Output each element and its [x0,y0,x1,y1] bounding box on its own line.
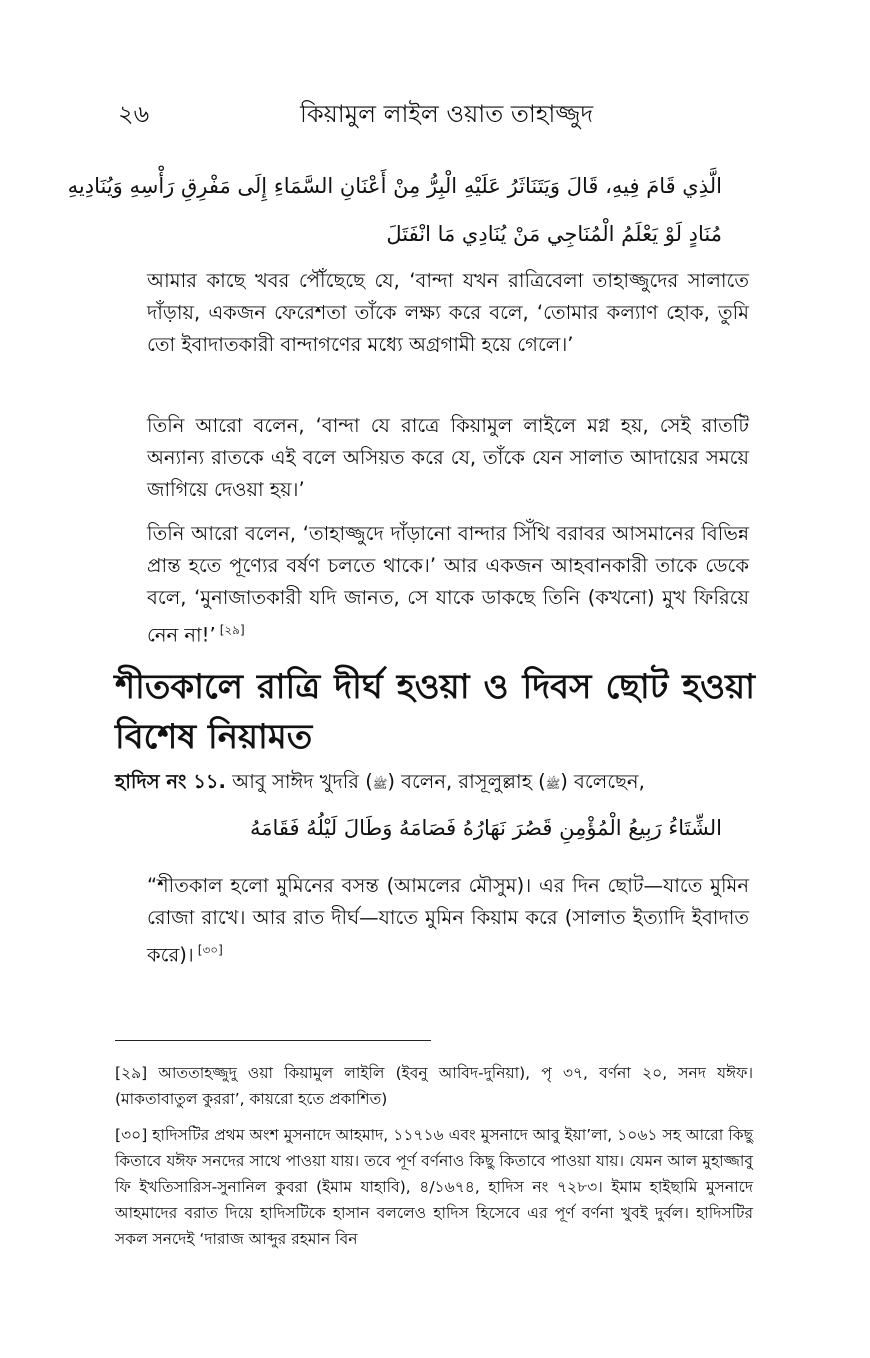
arabic-quote-line-2: مُنَادٍ لَوْ يَعْلَمُ الْمُنَاجِي مَنْ يُنَادِي مَا انْفَتَلَ [386,222,722,246]
hadith-number-label: হাদিস নং ১১. [115,770,226,793]
section-heading: শীতকালে রাত্রি দীর্ঘ হওয়া ও দিবস ছোট হওয়া বিশেষ নিয়ামত [115,667,755,757]
running-title: কিয়ামুল লাইল ওয়াত তাহাজ্জুদ [300,100,594,128]
footnote-29: [২৯] আততাহজ্জুদু ওয়া কিয়ামুল লাইলি (ইবনু আবিদ-দুনিয়া), পৃ ৩৭, বর্ণনা ২০, সনদ যঈফ। (মাকতাবাতুল কুররা’, কায়রো হতে প্রকাশিত) [115,1064,753,1108]
footnote-divider [115,1040,431,1041]
paragraph-2: তিনি আরো বলেন, ‘বান্দা যে রাত্রে কিয়ামুল লাইলে মগ্ন হয়, সেই রাতটি অন্যান্য রাতকে এই বলে অসিয়ত করে যে, তাঁকে যেন সালাত আদায়ের সময়ে জাগিয়ে দেওয়া হয়।’ [147,414,749,501]
page-number: ২৬ [118,100,150,128]
hadith-translation-text: “শীতকাল হলো মুমিনের বসন্ত (আমলের মৌসুম)। এর দিন ছোট—যাতে মুমিন রোজা রাখে। আর রাত দীর্ঘ—যাতে মুমিন কিয়াম করে (সালাত ইত্যাদি ইবাদাত করে)। [147,874,749,967]
hadith-intro-part-3: ) বলেছেন, [560,770,645,793]
honorific-companion: ﷺ [372,777,388,791]
footnote-30: [৩০] হাদিসটির প্রথম অংশ মুসনাদে আহমাদ, ১১৭১৬ এবং মুসনাদে আবু ইয়া’লা, ১০৬১ সহ আরো কিছু কিতাবে যঈফ সনদের সাথে পাওয়া যায়। তবে পূর্ণ বর্ণনাও কিছু কিতাবে পাওয়া যায়। যেমন আল মুহাজ্জাবু ফি ইখতিসারিস-সুনানিল কুবরা (ইমাম যাহাবি), ৪/১৬৭৪, হাদিস নং ৭২৮৩। ইমাম হাইছামি মুসনাদে আহমাদের বরাত দিয়ে হাদিসটিকে হাসান বললেও হাদিস হিসেবে এর পূর্ণ বর্ণনা খুবই দুর্বল। হাদিসটির সকল সনদেই ‘দারাজ আব্দুর রহমান বিন [115,1126,753,1248]
footnote-ref-30: [৩০] [197,943,223,957]
hadith-translation [147,870,749,972]
hadith-intro-part-2: ) বলেন, রাসূলুল্লাহ ( [387,770,546,793]
hadith-arabic-text: الشِّتَاءُ رَبِيعُ الْمُؤْمِنِ قَصُرَ نَهَارُهُ فَصَامَهُ وَطَالَ لَيْلُهُ فَقَامَهُ [249,816,722,840]
hadith-intro [115,768,775,800]
arabic-quote-line-1: الَّذِي قَامَ فِيهِ، قَالَ وَيَتَنَاثَرُ عَلَيْهِ الْبِرُّ مِنْ أَعْنَانِ السَّمَاءِ إِلَى مَفْرِقِ رَأْسِهِ وَيُنَادِيهِ [67,174,722,198]
footnote-ref-29: [২৯] [219,623,245,637]
paragraph-3-text: তিনি আরো বলেন, ‘তাহাজ্জুদে দাঁড়ানো বান্দার সিঁথি বরাবর আসমানের বিভিন্ন প্রান্ত হতে পূণ্যের বর্ষণ চলতে থাকে।’ আর একজন আহবানকারী তাকে ডেকে বলে, ‘মুনাজাতকারী যদি জানত, সে যাকে ডাকছে তিনি (কখনো) মুখ ফিরিয়ে নেন না!’ [147,522,749,647]
hadith-intro-part-1: আবু সাঈদ খুদরি ( [232,770,373,793]
paragraph-3 [147,518,749,652]
honorific-prophet: ﷺ [545,777,561,791]
paragraph-1: আমার কাছে খবর পৌঁছেছে যে, ‘বান্দা যখন রাত্রিবেলা তাহাজ্জুদের সালাতে দাঁড়ায়, একজন ফেরেশতা তাঁকে লক্ষ্য করে বলে, ‘তোমার কল্যাণ হোক, তুমি তো ইবাদাতকারী বান্দাগণের মধ্যে অগ্রগামী হয়ে গেলে।’ [147,269,749,356]
